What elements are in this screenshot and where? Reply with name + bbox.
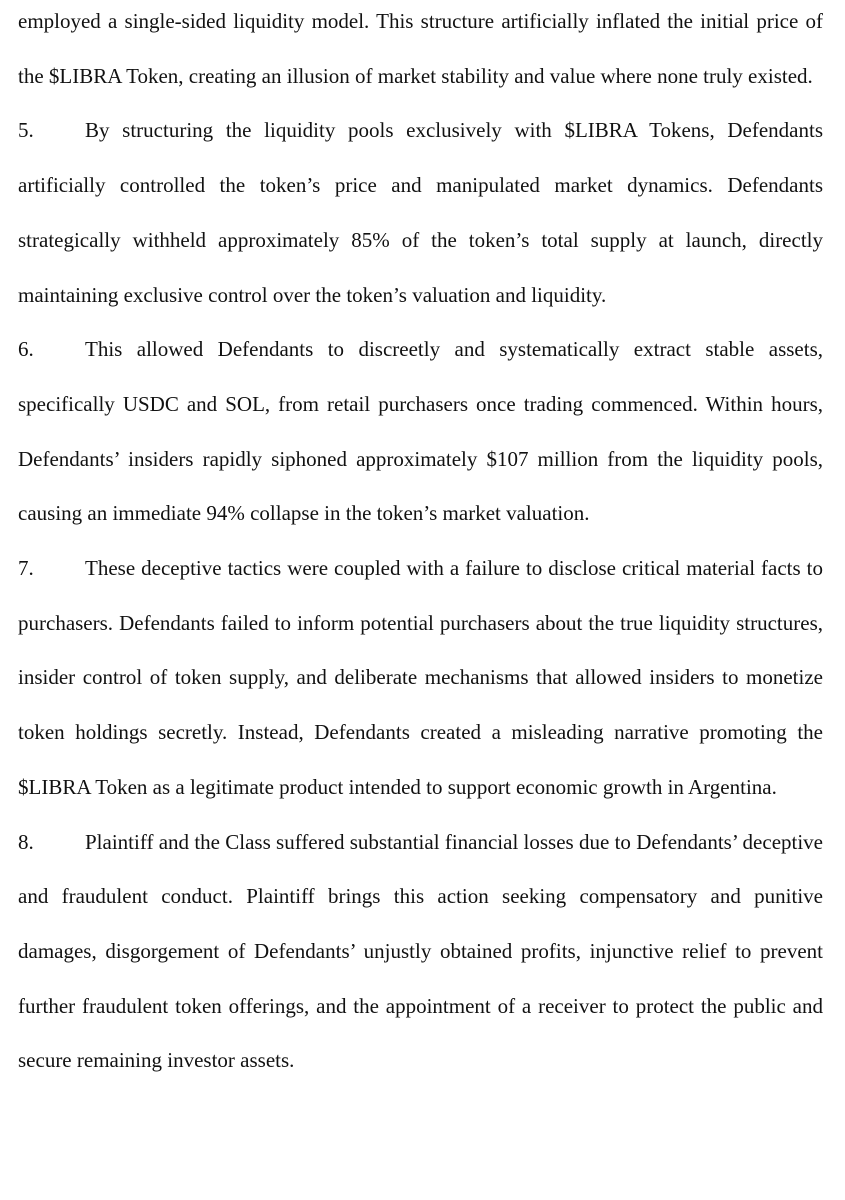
paragraph-6	[18, 322, 823, 541]
paragraph-continued	[18, 0, 823, 103]
paragraph-number: 7.	[18, 556, 34, 581]
paragraph-5	[18, 103, 823, 322]
paragraph-text: Plaintiff and the Class suffered substantial financial losses due to Defendants’ deceptive and fraudulent conduct. Plaintiff brings this action seeking compensatory and punitive damages, disgorgement of Defendants’ unjustly obtained profits, injunctive relief to prevent further fraudulent token offerings, and the appointment of a receiver to protect the public and secure remaining investor assets.	[18, 829, 823, 1073]
paragraph-8	[18, 815, 823, 1089]
paragraph-number: 5.	[18, 118, 34, 143]
paragraph-text: employed a single-sided liquidity model. This structure artificially inflated the initial price of the $LIBRA Token, creating an illusion of market stability and value where none truly existed.	[18, 9, 823, 88]
paragraph-text: These deceptive tactics were coupled with a failure to disclose critical material facts to purchasers. Defendants failed to inform potential purchasers about the true liquidity structures, insider control of token supply, and deliberate mechanisms that allowed insiders to monetize token holdings secretly. Instead, Defendants created a misleading narrative promoting the $LIBRA Token as a legitimate product intended to support economic growth in Argentina.	[18, 556, 823, 799]
paragraph-7	[18, 541, 823, 815]
paragraph-number: 8.	[18, 829, 34, 854]
paragraph-text: This allowed Defendants to discreetly and systematically extract stable assets, specifically USDC and SOL, from retail purchasers once trading commenced. Within hours, Defendants’ insiders rapidly siphoned approximately $107 million from the liquidity pools, causing an immediate 94% collapse in the token’s market valuation.	[18, 337, 823, 526]
paragraph-text: By structuring the liquidity pools exclusively with $LIBRA Tokens, Defendants artificially controlled the token’s price and manipulated market dynamics. Defendants strategically withheld approximately 85% of the token’s total supply at launch, directly maintaining exclusive control over the token’s valuation and liquidity.	[18, 118, 823, 307]
paragraph-number: 6.	[18, 337, 34, 362]
